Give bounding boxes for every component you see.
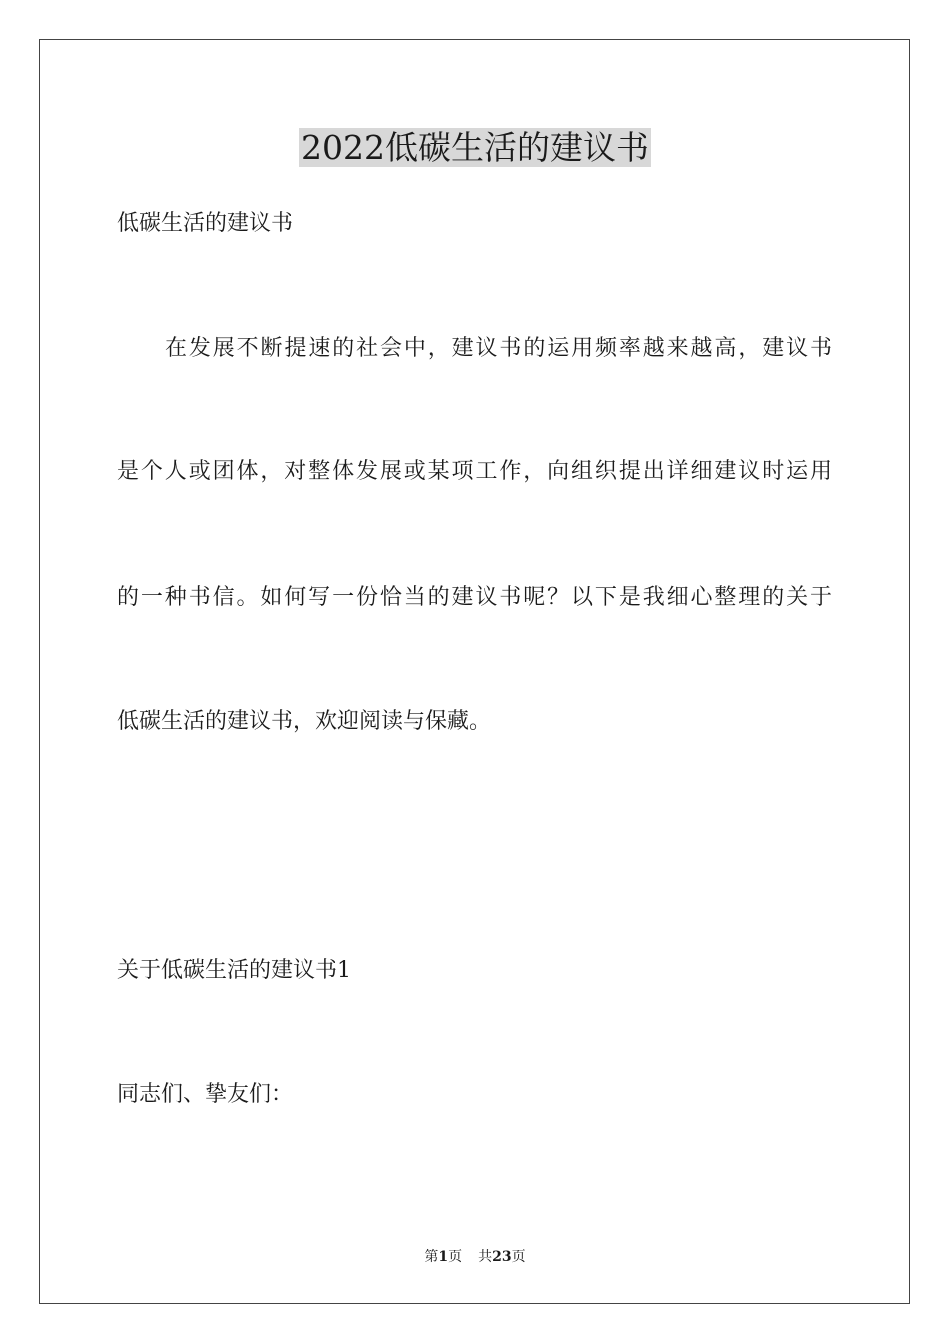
page-footer (0, 1247, 950, 1267)
section-heading: 关于低碳生活的建议书1 (117, 958, 351, 983)
document-title-text: 2022低碳生活的建议书 (301, 128, 649, 167)
intro-line-2: 是个人或团体，对整体发展或某项工作，向组织提出详细建议时运用 (117, 459, 832, 484)
salutation: 同志们、挚友们： (117, 1082, 294, 1107)
page-current: 1 (438, 1249, 449, 1265)
page-total: 23 (492, 1249, 512, 1265)
total-unit: 页 (511, 1249, 526, 1265)
intro-line-3: 的一种书信。如何写一份恰当的建议书呢？以下是我细心整理的关于 (117, 585, 832, 610)
intro-line-4: 低碳生活的建议书，欢迎阅读与保藏。 (117, 709, 492, 734)
document-subtitle: 低碳生活的建议书 (117, 211, 294, 236)
page-unit: 页 (448, 1249, 463, 1265)
total-prefix: 共 (478, 1249, 493, 1265)
page-prefix: 第 (424, 1249, 439, 1265)
intro-line-1: 在发展不断提速的社会中，建议书的运用频率越来越高，建议书 (165, 336, 832, 361)
document-title (0, 126, 950, 170)
